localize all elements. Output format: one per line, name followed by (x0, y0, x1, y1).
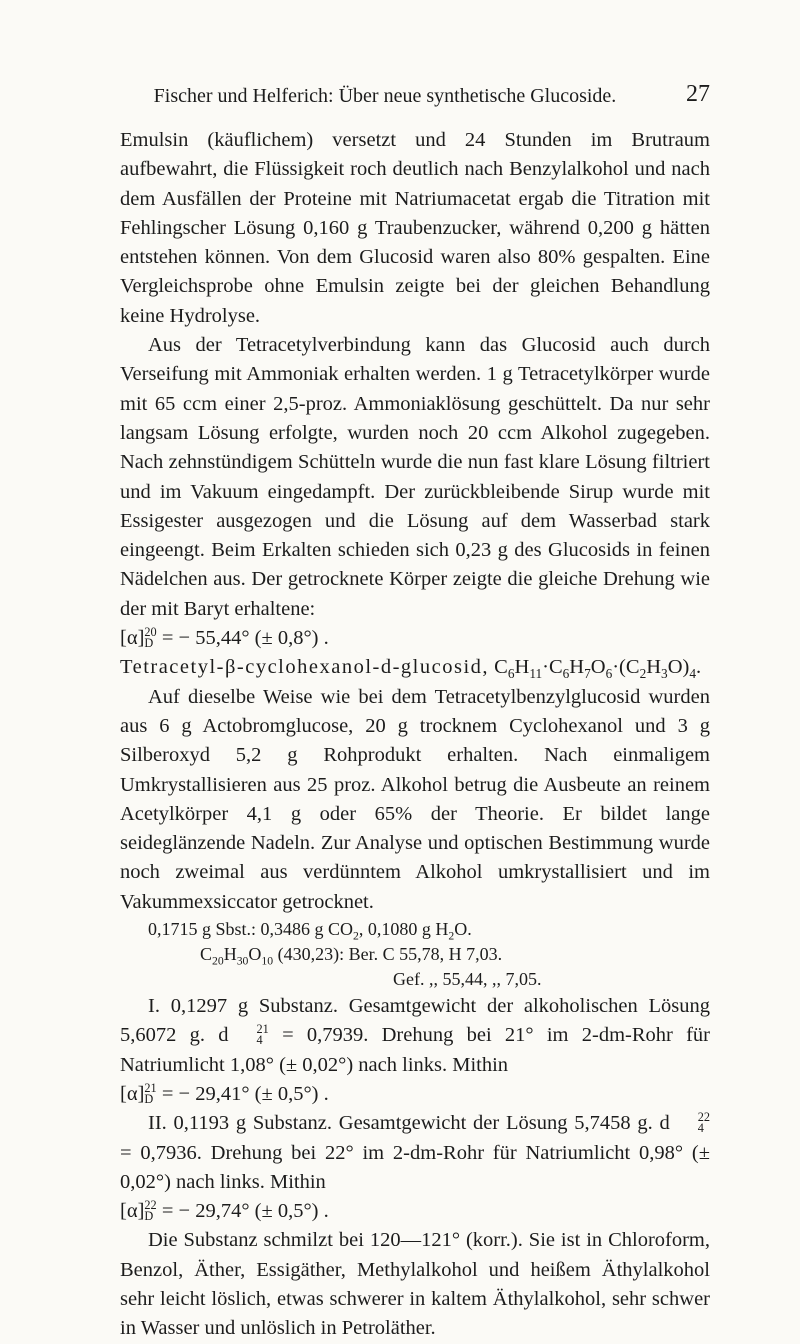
rotation-value: = − 29,41° (± 0,5°) . (156, 1082, 329, 1105)
paragraph-3: Auf dieselbe Weise wie bei dem Tetracetylbenzylglucosid wurden aus 6 g Actobromglucose, 20 g trocknem Cyclohexanol und 3 g Silberoxyd 5,2 g Rohprodukt erhalten. Nach einmaligem Umkrystallisieren aus 25 proz. Alkohol betrug die Ausbeute an reinem Acetylkörper 4,1 g oder 65% der Theorie. Er bildet lange seideglänzende Nadeln. Zur Analyse und optischen Bestimmung wurde noch zweimal aus verdünntem Alkohol umkrystallisiert und im Vakummexsiccator getrocknet. (120, 685, 710, 913)
paragraph-4: I. 0,1297 g Substanz. Gesamtgewicht der alkoholischen Lösung 5,6072 g. d 21 4 = 0,7939. Drehung bei 21° im 2-dm-Rohr für Natriumlicht 1,08° (± 0,02°) nach links. Mithin (120, 995, 711, 1076)
d-line-index: D (144, 636, 154, 651)
paragraph-2: Aus der Tetracetylverbindung kann das Glucosid auch durch Verseifung mit Ammoniak erhalten werden. 1 g Tetracetylkörper wurde mit 65 ccm einer 2,5-proz. Ammoniaklösung geschüttelt. Da nur sehr langsam Lösung erfolgte, wurden noch 20 ccm Alkohol zugegeben. Nach zehnstündigem Schütteln wurde die nun fast klare Lösung filtriert und im Vakuum eingedampft. Der zurückbleibende Sirup wurde mit Essigester ausgezogen und die Lösung auf dem Wasserbad stark eingeengt. Beim Erkalten schieden sich 0,23 g des Glucosids in feinen Nädelchen aus. Der getrocknete Körper zeigte die gleiche Drehung wie der mit Baryt erhaltene: (120, 334, 710, 620)
density-index: 21 4 (256, 1022, 269, 1048)
alpha-symbol: [α] (120, 1082, 145, 1105)
page-number: 27 (686, 81, 710, 107)
analysis-line-3: Gef. ,, 55,44, ,, 7,05. (393, 969, 542, 990)
alpha-symbol: [α] (120, 627, 145, 650)
rotation-formula-2 (120, 1080, 710, 1109)
analysis-line-1: 0,1715 g Sbst.: 0,3486 g $CO_2$, 0,1080 g $H_2O$. (148, 919, 472, 943)
density-index: 22 4 (697, 1110, 710, 1136)
paragraph-5: II. 0,1193 g Substanz. Gesamtgewicht der Lösung 5,7458 g. d 22 4 = 0,7936. Drehung bei 22° im 2-dm-Rohr für Natriumlicht 0,98° (± 0,02°) nach links. Mithin (120, 1110, 710, 1193)
compound-heading-line (120, 653, 710, 682)
alpha-symbol: [α] (120, 1200, 145, 1223)
index-pair (144, 627, 156, 649)
compound-heading: Tetracetyl-β-cyclohexanol-d-glucosid, (120, 656, 490, 679)
analysis-line-2: $C_{20}H_{30}O_{10}$ (430,23): Ber. C 55,78, H 7,03. (200, 944, 503, 968)
rotation-value: = − 29,74° (± 0,5°) . (156, 1200, 329, 1223)
rotation-value: = − 55,44° (± 0,8°) . (156, 627, 329, 650)
running-title: Fischer und Helferich: Über neue synthetische Glucoside. (153, 85, 617, 107)
temperature-index: 20 (144, 625, 157, 640)
rotation-formula-1 (120, 624, 710, 653)
page-body (120, 126, 710, 1344)
index-pair: 22 D (144, 1198, 157, 1224)
paragraph-1: Emulsin (käuflichem) versetzt und 24 Stunden im Brutraum aufbewahrt, die Flüssigkeit roch deutlich nach Benzylalkohol und nach dem Ausfällen der Proteine mit Natriumacetat ergab die Titration mit Fehlingscher Lösung 0,160 g Traubenzucker, während 0,200 g hätten entstehen können. Von dem Glucosid waren also 80% gespalten. Eine Vergleichsprobe ohne Emulsin zeigte bei der gleichen Behandlung keine Hydrolyse. (120, 129, 710, 327)
paragraph-6: Die Substanz schmilzt bei 120—121° (korr.). Sie ist in Chloroform, Benzol, Äther, Essigäther, Methylalkohol und heißem Äthylalkohol sehr leicht löslich, etwas schwerer in kaltem Äthylalkohol, sehr schwer in Wasser und unlöslich in Petroläther. (120, 1229, 710, 1340)
index-pair: 21 D (144, 1080, 157, 1106)
rotation-formula-3 (120, 1197, 710, 1226)
compound-formula: $C_6H_{11}\cdot C_6H_7O_6\cdot(C_2H_3O)_4$. (494, 656, 702, 682)
